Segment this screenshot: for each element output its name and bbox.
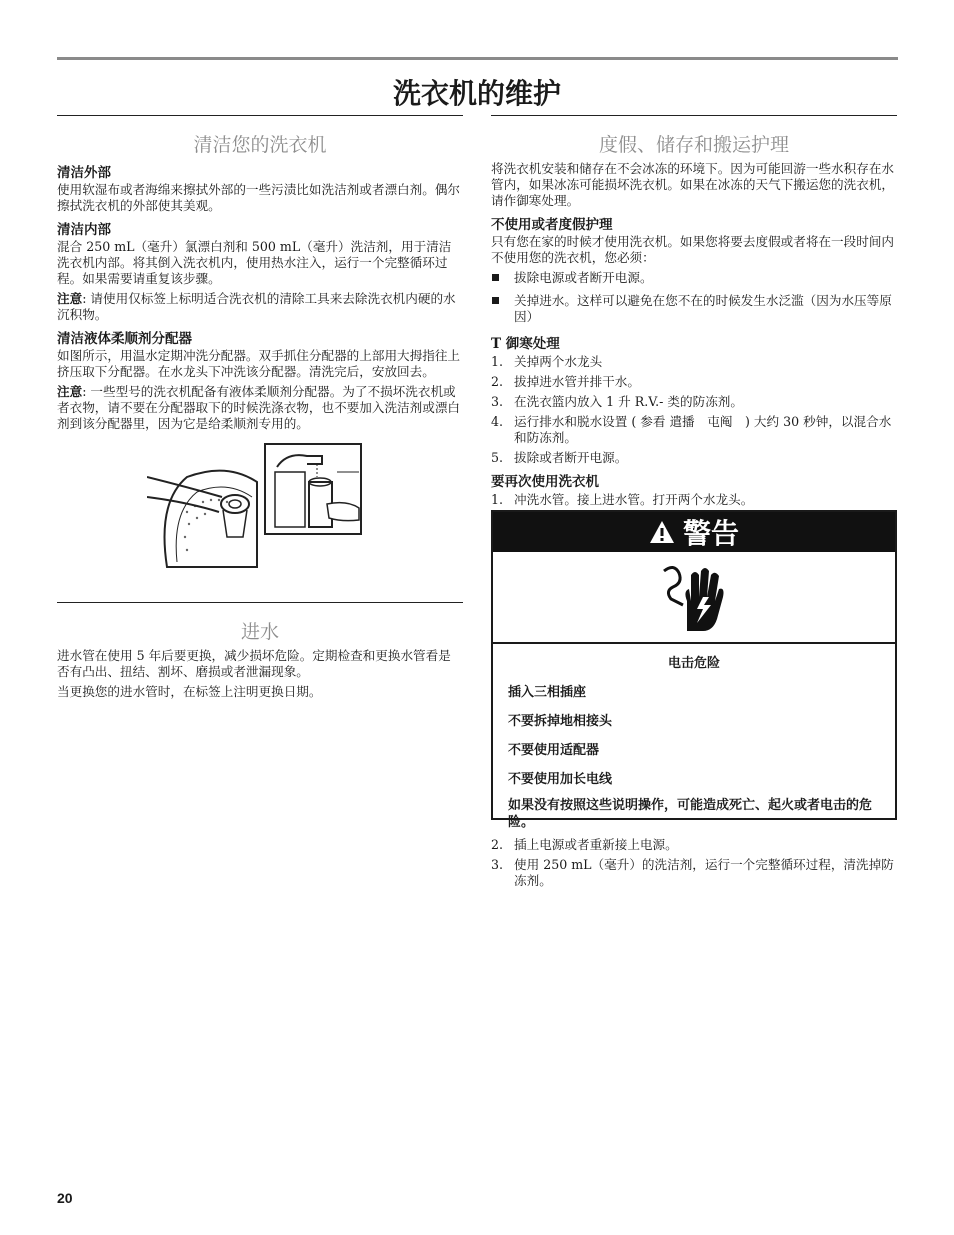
warning-line: 不要使用适配器 — [508, 743, 600, 758]
page-number: 20 — [57, 1190, 73, 1206]
step-number: 5. — [491, 450, 504, 465]
note-text: : 一些型号的洗衣机配备有液体柔顺剂分配器。为了不损坏洗衣机或者衣物，请不要在分配器取下的时候洗涤衣物，也不要加入洗洁剂或漂白剂到该分配器里，因为它是给柔顺剂专用的。 — [57, 384, 460, 431]
top-rule — [57, 57, 898, 60]
list-item — [491, 293, 897, 325]
dispenser-title: 清洁液体柔顺剂分配器 — [57, 331, 192, 347]
note-label: 注意 — [57, 384, 83, 399]
reuse-steps — [491, 492, 897, 508]
warning-consequence: 如果没有按照这些说明操作，可能造成死亡、起火或者电击的危险。 — [508, 798, 873, 830]
left-column — [57, 115, 463, 704]
step-text: 冲洗水管。接上进水管。打开两个水龙头。 — [514, 492, 754, 507]
warning-triangle-icon — [649, 520, 675, 544]
list-item — [491, 374, 897, 390]
clean-interior-text: 混合 250 mL（毫升）氯漂白剂和 500 mL（毫升）洗洁剂，用于清洁洗衣机内部。将其倒入洗衣机内，使用热水注入，运行一个完整循环过程。如果需要请重复该步骤。 — [57, 239, 452, 286]
water-inlet-text: 进水管在使用 5 年后要更换，减少损坏危险。定期检查和更换水管看是否有凸出、扭结、割坏、磨损或者泄漏现象。 — [57, 648, 451, 679]
electric-shock-hazard-label: 电击危险 — [667, 656, 720, 671]
reuse-title: 要再次使用洗衣机 — [491, 474, 599, 490]
electric-shock-hand-icon — [659, 561, 729, 633]
water-inlet-heading: 进水 — [240, 621, 279, 643]
section-rule — [57, 115, 463, 116]
section-rule — [57, 602, 463, 603]
dispenser-text: 如图所示，用温水定期冲洗分配器。双手抓住分配器的上部用大拇指往上挤压取下分配器。在水龙头下冲洗该分配器。清洗完后，安放回去。 — [57, 348, 460, 379]
list-item — [491, 837, 897, 853]
step-text: 拔除或者断开电源。 — [514, 450, 628, 465]
list-item — [491, 857, 897, 889]
step-text: 插上电源或者重新接上电源。 — [514, 837, 678, 852]
winterizing-title: T 御寒处理 — [491, 336, 560, 352]
section-rule — [491, 115, 897, 116]
vacation-care-title: 不使用或者度假护理 — [491, 217, 613, 233]
warning-line: 插入三相插座 — [508, 685, 587, 700]
storage-intro-text: 将洗衣机安装和储存在不会冰冻的环境下。因为可能回游一些水积存在水管内，如果冰冻可能损坏洗衣机。如果在冰冻的天气下搬运您的洗衣机，请作御寒处理。 — [491, 161, 894, 208]
step-number: 2. — [491, 374, 504, 389]
step-text: 关掉两个水龙头 — [514, 354, 603, 369]
bullet-square-icon — [492, 274, 499, 281]
step-text: 拔掉进水管并排干水。 — [514, 374, 640, 389]
vacation-bullet-list — [491, 270, 897, 325]
list-item-text: 关掉进水。这样可以避免在您不在的时候发生水泛滥（因为水压等原因） — [514, 293, 892, 324]
step-number: 1. — [491, 492, 504, 507]
vacation-storage-heading: 度假、储存和搬运护理 — [598, 134, 789, 156]
vacation-care-text: 只有您在家的时候才使用洗衣机。如果您将要去度假或者将在一段时间内不使用您的洗衣机，您必须： — [491, 234, 894, 265]
warning-box — [491, 510, 897, 830]
step-text: 使用 250 mL（毫升）的洗洁剂，运行一个完整循环过程，清洗掉防冻剂。 — [514, 857, 894, 888]
list-item — [491, 450, 897, 466]
list-item — [491, 270, 897, 286]
warning-line: 不要拆掉地相接头 — [508, 714, 613, 729]
step-text: 在洗衣篮内放入 1 升 R.V.- 类的防冻剂。 — [514, 394, 743, 409]
step-number: 4. — [491, 414, 504, 429]
warning-title: 警告 — [682, 517, 739, 550]
bullet-square-icon — [492, 297, 499, 304]
list-item — [491, 354, 897, 370]
reuse-steps-continued — [491, 837, 897, 889]
list-item-text: 拔除电源或者断开电源。 — [514, 270, 653, 285]
clean-interior-title: 清洁内部 — [57, 222, 111, 238]
note-label: 注意 — [57, 291, 83, 306]
warning-header — [493, 512, 895, 552]
clean-exterior-text: 使用软湿布或者海绵来擦拭外部的一些污渍比如洗洁剂或者漂白剂。偶尔擦拭洗衣机的外部使其美观。 — [57, 182, 460, 213]
step-text: 运行排水和脱水设置 ( 参看 遣播 屯阄 ) 大约 30 秒钟，以混合水和防冻剂。 — [514, 414, 892, 445]
step-number: 3. — [491, 857, 504, 872]
step-number: 2. — [491, 837, 504, 852]
dispenser-note — [57, 384, 463, 432]
step-number: 3. — [491, 394, 504, 409]
list-item — [491, 394, 897, 410]
warning-icon-area — [493, 552, 895, 644]
post-warning-steps — [491, 835, 897, 893]
clean-exterior-title: 清洁外部 — [57, 165, 111, 181]
list-item — [491, 492, 897, 508]
winterizing-steps — [491, 354, 897, 466]
page-title: 洗衣机的维护 — [392, 77, 561, 110]
clean-interior-note — [57, 291, 463, 323]
list-item — [491, 414, 897, 446]
step-number: 1. — [491, 354, 504, 369]
note-text: : 请使用仅标签上标明适合洗衣机的清除工具来去除洗衣机内硬的水沉积物。 — [57, 291, 456, 322]
warning-body — [493, 644, 895, 831]
clean-washer-heading: 清洁您的洗衣机 — [193, 134, 327, 156]
dispenser-cleaning-illustration — [147, 442, 377, 572]
water-inlet-date-text: 当更换您的进水管时，在标签上注明更换日期。 — [57, 684, 322, 699]
warning-line: 不要使用加长电线 — [508, 772, 613, 787]
right-column — [491, 115, 897, 512]
